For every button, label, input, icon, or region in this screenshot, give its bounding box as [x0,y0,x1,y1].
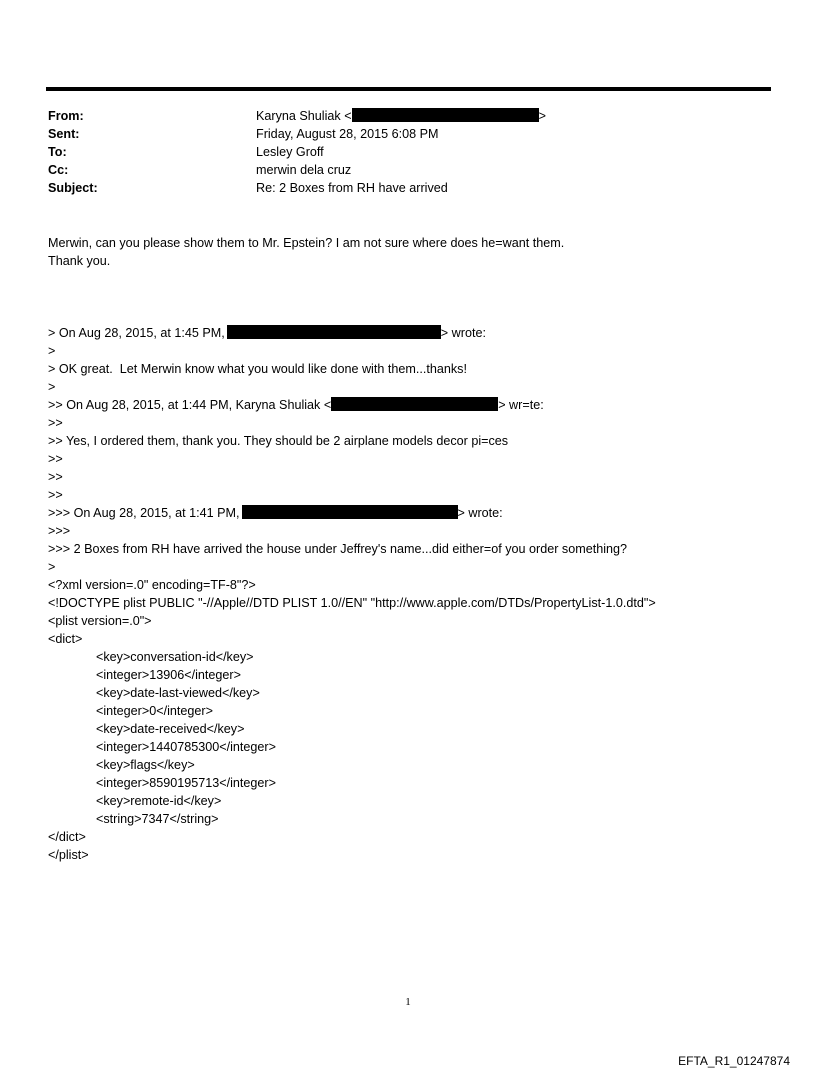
sent-label: Sent: [48,127,80,141]
quoted-line: > [48,380,56,394]
subject-label: Subject: [48,181,98,195]
quoted-text: > wr=te: [498,398,544,412]
page-number: 1 [405,996,411,1008]
quoted-line: >> [48,470,63,484]
quoted-line: >> [48,452,63,466]
xml-line: <?xml version=.0" encoding=TF-8"?> [48,578,256,592]
xml-line: </plist> [48,848,89,862]
quoted-line: > [48,560,56,574]
xml-line: <integer>1440785300</integer> [96,740,276,754]
header-rule [46,87,771,91]
xml-line: <integer>8590195713</integer> [96,776,276,790]
quoted-text: >> On Aug 28, 2015, at 1:44 PM, Karyna Shuliak < [48,398,332,412]
xml-line: <string>7347</string> [96,812,219,826]
sent-value: Friday, August 28, 2015 6:08 PM [256,127,439,141]
cc-value: merwin dela cruz [256,163,352,177]
quoted-line: >> Yes, I ordered them, thank you. They should be 2 airplane models decor pi=ces [48,434,509,448]
xml-line: <key>remote-id</key> [96,794,222,808]
subject-value: Re: 2 Boxes from RH have arrived [256,181,448,195]
from-name: Karyna Shuliak < [256,109,352,123]
redaction-bar [242,505,458,519]
quoted-line: >> [48,416,63,430]
document-id: EFTA_R1_01247874 [678,1054,790,1068]
redaction-bar [352,108,539,122]
quoted-text: > On Aug 28, 2015, at 1:45 PM, [48,326,225,340]
body-line: Merwin, can you please show them to Mr. Epstein? I am not sure where does he=want them. [48,236,565,250]
redaction-bar [331,397,498,411]
quoted-text: >>> On Aug 28, 2015, at 1:41 PM, [48,506,240,520]
xml-line: <integer>0</integer> [96,704,213,718]
xml-line: <key>flags</key> [96,758,195,772]
xml-line: <key>date-received</key> [96,722,245,736]
quoted-line: >>> 2 Boxes from RH have arrived the house under Jeffrey's name...did either=of you order something? [48,542,628,556]
xml-line: <key>date-last-viewed</key> [96,686,260,700]
from-label: From: [48,109,84,123]
quoted-line [48,504,503,522]
xml-line: <integer>13906</integer> [96,668,241,682]
quoted-line [48,396,544,414]
to-value: Lesley Groff [256,145,324,159]
xml-line: <dict> [48,632,83,646]
xml-line: </dict> [48,830,86,844]
quoted-line: >>> [48,524,71,538]
body-line: Thank you. [48,254,111,268]
to-label: To: [48,145,67,159]
quoted-line [48,324,486,342]
quoted-text: > wrote: [457,506,503,520]
redaction-bar [227,325,441,339]
xml-line: <key>conversation-id</key> [96,650,254,664]
xml-line: <!DOCTYPE plist PUBLIC "-//Apple//DTD PLIST 1.0//EN" "http://www.apple.com/DTDs/PropertyList-1.0.dtd"> [48,596,656,610]
from-close: > [538,109,546,123]
quoted-line: > [48,344,56,358]
cc-label: Cc: [48,163,69,177]
xml-line: <plist version=.0"> [48,614,152,628]
from-value [256,107,546,125]
quoted-line: > OK great. Let Merwin know what you would like done with them...thanks! [48,362,467,376]
quoted-line: >> [48,488,63,502]
quoted-text: > wrote: [440,326,486,340]
